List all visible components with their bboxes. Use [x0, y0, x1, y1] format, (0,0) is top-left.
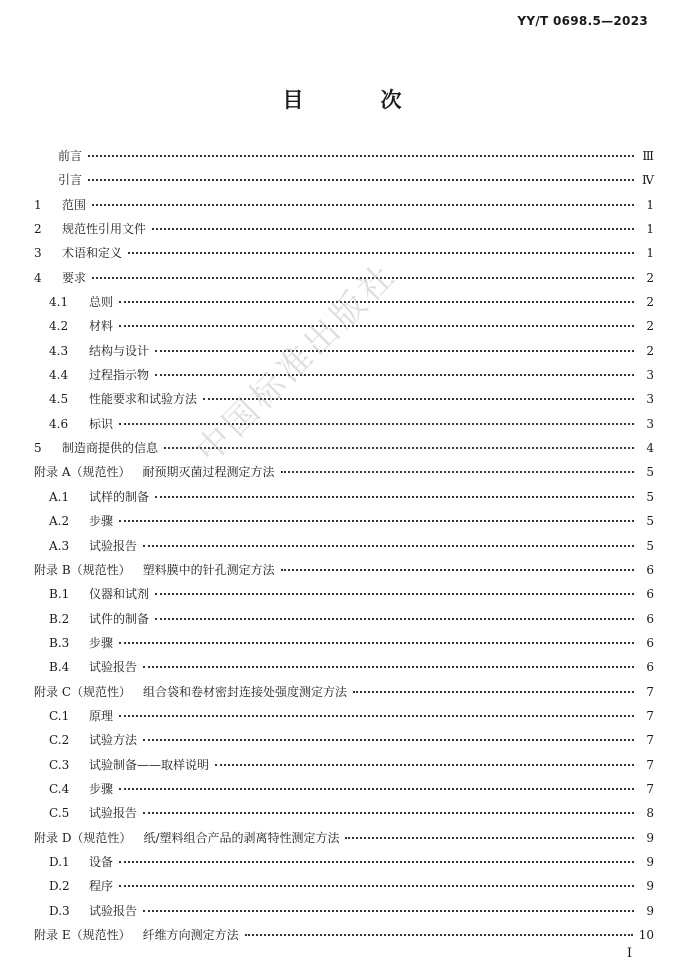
toc-entry-page: 10	[638, 928, 654, 942]
toc-dot-leader	[88, 155, 634, 157]
toc-dot-leader	[119, 715, 634, 717]
toc-dot-leader	[155, 350, 634, 352]
toc-entry-number: A.3	[49, 538, 70, 553]
toc-entry[interactable]	[34, 342, 654, 366]
standard-code: YY/T 0698.5—2023	[517, 14, 648, 28]
toc-entry-label: 塑料膜中的针孔测定方法	[142, 562, 275, 577]
toc-entry-page: 9	[646, 903, 654, 918]
toc-entry[interactable]	[34, 293, 654, 317]
toc-dot-leader	[119, 861, 634, 863]
toc-dot-leader	[88, 179, 634, 181]
toc-entry[interactable]	[34, 634, 654, 658]
toc-entry-label: 术语和定义	[62, 246, 123, 261]
toc-entry-page: 5	[646, 514, 654, 529]
toc-entry-number: 附录 D（规范性）	[34, 830, 132, 845]
toc-entry-label: 试验报告	[89, 538, 138, 553]
toc-entry-page: 7	[646, 708, 654, 723]
toc-entry-label: 制造商提供的信息	[62, 441, 159, 456]
toc-entry[interactable]	[34, 415, 654, 439]
toc-entry-label: 设备	[89, 854, 114, 869]
toc-entry-number: 4.5	[49, 392, 69, 407]
toc-entry-page: 7	[646, 733, 654, 748]
toc-entry-page: 9	[646, 854, 654, 869]
toc-entry[interactable]	[34, 707, 654, 731]
toc-entry-label: 试验报告	[89, 806, 138, 821]
toc-entry-number: 附录 A（规范性）	[34, 465, 131, 480]
page-title: 目 次	[282, 88, 430, 112]
toc-entry-page: 1	[646, 197, 654, 212]
toc-entry-number: 3	[34, 246, 42, 261]
toc-entry[interactable]	[34, 220, 654, 244]
toc-entry-number: 4.4	[49, 368, 69, 383]
toc-entry-label: 标识	[89, 416, 114, 431]
toc-dot-leader	[119, 423, 634, 425]
toc-entry-number: 5	[34, 441, 42, 456]
toc-entry-number: C.1	[49, 708, 70, 723]
toc-entry-label: 原理	[89, 708, 114, 723]
toc-entry-page: 2	[646, 295, 654, 310]
toc-dot-leader	[119, 520, 634, 522]
toc-entry-number: A.2	[49, 514, 70, 529]
toc-dot-leader	[143, 545, 634, 547]
toc-dot-leader	[143, 812, 634, 814]
toc-entry[interactable]	[34, 877, 654, 901]
toc-dot-leader	[119, 885, 634, 887]
toc-entry-number: D.1	[49, 854, 70, 869]
toc-entry-page: 4	[646, 441, 654, 456]
toc-dot-leader	[155, 496, 634, 498]
toc-entry-label: 规范性引用文件	[62, 222, 147, 237]
toc-entry-page: Ⅳ	[642, 173, 654, 188]
toc-dot-leader	[143, 666, 634, 668]
toc-entry[interactable]	[34, 756, 654, 780]
toc-entry-label: 引言	[58, 173, 83, 188]
toc-entry-page: Ⅲ	[642, 149, 654, 163]
toc-entry-page: 6	[646, 562, 654, 577]
toc-dot-leader	[119, 325, 634, 327]
toc-entry[interactable]	[34, 390, 654, 414]
toc-entry-page: 3	[646, 416, 654, 431]
toc-entry-page: 6	[646, 587, 654, 602]
toc-entry-number: D.3	[49, 903, 70, 918]
toc-dot-leader	[203, 398, 634, 400]
toc-dot-leader	[119, 788, 634, 790]
toc-entry[interactable]	[34, 512, 654, 536]
toc-dot-leader	[119, 642, 634, 644]
toc-entry-label: 要求	[62, 270, 87, 285]
toc-entry[interactable]	[34, 537, 654, 561]
toc-entry-label: 试验报告	[89, 660, 138, 675]
toc-entry-label: 步骤	[89, 635, 114, 650]
toc-dot-leader	[281, 569, 634, 571]
toc-dot-leader	[92, 277, 634, 279]
toc-entry[interactable]	[34, 463, 654, 487]
toc-entry-page: 6	[646, 611, 654, 626]
toc-entry-number: 4.1	[49, 295, 69, 310]
toc-entry[interactable]	[34, 926, 654, 950]
toc-dot-leader	[155, 618, 634, 620]
toc-dot-leader	[245, 934, 633, 936]
toc-entry[interactable]	[34, 804, 654, 828]
toc-entry-page: 5	[646, 538, 654, 553]
toc-entry-label: 试件的制备	[89, 611, 150, 626]
toc-entry-label: 步骤	[89, 514, 114, 529]
toc-entry-number: 1	[34, 197, 42, 212]
toc-entry-label: 结构与设计	[89, 343, 150, 358]
toc-entry-label: 纤维方向测定方法	[142, 928, 239, 942]
toc-dot-leader	[345, 837, 634, 839]
toc-entry-number: B.3	[49, 635, 70, 650]
toc-entry-label: 耐预期灭菌过程测定方法	[142, 465, 275, 480]
toc-entry-page: 5	[646, 489, 654, 504]
toc-entry-number: 附录 C（规范性）	[34, 684, 131, 699]
toc-entry-number: 4.2	[49, 319, 69, 334]
toc-entry-label: 仪器和试剂	[89, 587, 150, 602]
toc-entry[interactable]	[34, 439, 654, 463]
toc-entry-page: 6	[646, 660, 654, 675]
toc-entry[interactable]	[34, 561, 654, 585]
toc-dot-leader	[215, 764, 634, 766]
toc-entry[interactable]	[34, 658, 654, 682]
toc-entry-label: 步骤	[89, 781, 114, 796]
toc-entry-page: 2	[646, 319, 654, 334]
toc-entry[interactable]	[34, 171, 654, 195]
toc-dot-leader	[128, 252, 634, 254]
toc-entry-number: C.2	[49, 733, 70, 748]
toc-entry-number: B.1	[49, 587, 70, 602]
toc-entry-number: A.1	[49, 489, 70, 504]
watermark: 中国标准出版社	[188, 254, 405, 472]
toc-entry-number: B.2	[49, 611, 70, 626]
footer-page-number: I	[626, 946, 632, 961]
toc-entry-number: 2	[34, 222, 42, 237]
toc-entry[interactable]	[34, 610, 654, 634]
toc-entry-label: 总则	[89, 295, 114, 310]
toc-entry[interactable]	[34, 488, 654, 512]
toc-entry-label: 材料	[89, 319, 114, 334]
toc-entry-label: 纸/塑料组合产品的剥离特性测定方法	[143, 830, 340, 845]
toc-entry-label: 过程指示物	[89, 368, 150, 383]
toc-entry-number: 4	[34, 270, 42, 285]
toc-entry-page: 2	[646, 270, 654, 285]
toc-entry-label: 试样的制备	[89, 489, 150, 504]
toc-dot-leader	[119, 301, 634, 303]
toc-entry-page: 1	[646, 222, 654, 237]
toc-entry-page: 7	[646, 684, 654, 699]
toc-entry-page: 8	[646, 806, 654, 821]
toc-entry-number: D.2	[49, 879, 70, 894]
toc-entry-page: 3	[646, 368, 654, 383]
toc-dot-leader	[155, 593, 634, 595]
toc-entry-label: 范围	[62, 197, 87, 212]
toc-entry-page: 3	[646, 392, 654, 407]
toc-entry-number: B.4	[49, 660, 70, 675]
toc-dot-leader	[155, 374, 634, 376]
toc-entry[interactable]	[34, 317, 654, 341]
toc-entry-number: C.4	[49, 781, 70, 796]
toc-entry[interactable]	[34, 853, 654, 877]
toc-entry[interactable]	[34, 147, 654, 171]
toc-dot-leader	[353, 691, 634, 693]
toc-entry[interactable]	[34, 902, 654, 926]
toc-entry-page: 6	[646, 635, 654, 650]
toc-entry-page: 9	[646, 830, 654, 845]
toc-entry[interactable]	[34, 585, 654, 609]
toc-dot-leader	[92, 204, 634, 206]
toc-entry-label: 组合袋和卷材密封连接处强度测定方法	[143, 684, 348, 699]
toc-entry[interactable]	[34, 269, 654, 293]
toc-entry-number: C.3	[49, 757, 70, 772]
toc-dot-leader	[281, 471, 635, 473]
toc-entry-label: 性能要求和试验方法	[89, 392, 198, 407]
toc-entry[interactable]	[34, 829, 654, 853]
toc-entry-label: 程序	[89, 879, 114, 894]
toc-entry-page: 9	[646, 879, 654, 894]
toc-entry[interactable]	[34, 683, 654, 707]
toc-entry[interactable]	[34, 244, 654, 268]
toc-entry-label: 试验报告	[89, 903, 138, 918]
toc-entry-page: 7	[646, 781, 654, 796]
table-of-contents	[34, 147, 654, 950]
toc-entry-page: 5	[646, 465, 654, 480]
toc-entry-label: 试验制备——取样说明	[89, 757, 210, 772]
toc-entry-number: 4.6	[49, 416, 69, 431]
toc-dot-leader	[152, 228, 634, 230]
toc-entry-number: 附录 E（规范性）	[34, 928, 131, 942]
toc-entry-label: 试验方法	[89, 733, 138, 748]
toc-entry[interactable]	[34, 731, 654, 755]
toc-dot-leader	[164, 447, 634, 449]
toc-entry-label: 前言	[58, 149, 83, 163]
toc-dot-leader	[143, 739, 634, 741]
toc-entry[interactable]	[34, 196, 654, 220]
toc-dot-leader	[143, 910, 634, 912]
toc-entry-page: 2	[646, 343, 654, 358]
toc-entry-page: 1	[646, 246, 654, 261]
toc-entry[interactable]	[34, 366, 654, 390]
toc-entry[interactable]	[34, 780, 654, 804]
toc-entry-number: 4.3	[49, 343, 69, 358]
toc-entry-number: C.5	[49, 806, 70, 821]
toc-entry-page: 7	[646, 757, 654, 772]
toc-entry-number: 附录 B（规范性）	[34, 562, 131, 577]
